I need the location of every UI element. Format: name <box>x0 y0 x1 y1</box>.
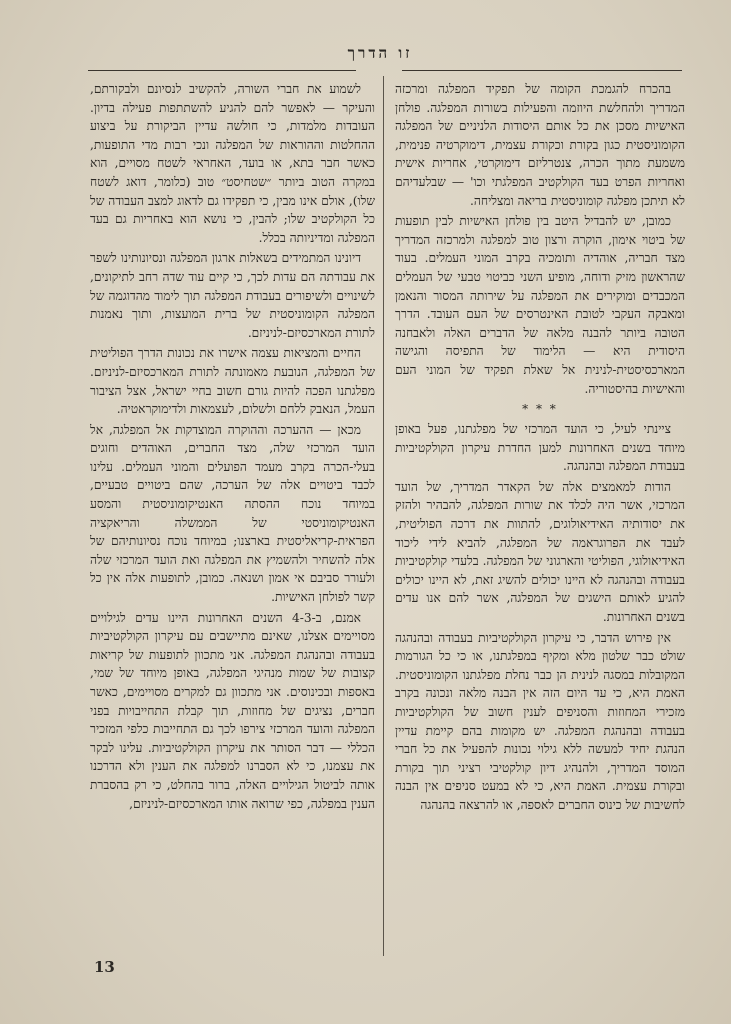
paragraph: מכאן — ההערכה וההוקרה המוצדקות אל המפלגה, אל הועד המרכזי שלה, מצד החברים, האוהדים וחוגים בעלי-הכרה בקרב מעמד הפועלים והמוני העמלים. עלינו לכבד ביטויים אלה של הערכה, שהם ביטויים טבעיים, במיוחד נוכח ההסתה האנטיקומוניסטית והמסע האנטיקומוניסטי של הממשלה והריאקציה הפראית-קריאליסטית בארצנו; במיוחד נוכח נסיונותיהם של אלה להשחיר ולהשמיץ את המפלגה ואת הועד המרכזי שלה ולעורר סביבם אי אמון ושנאה. כמובן, לתופעות אלה אין כל קשר לפולחן האישיות. <box>90 422 375 605</box>
paragraph: אין פירוש הדבר, כי עיקרון הקולקטיביות בעבודה ובהנהגה שולט כבר שלטון מלא ומקיף במפלגתנו, או כי כל הגורמות המקובלות במסגה לנינית הן כבר נחלת מפלגתנו הקומוניסטית. האמת היא, כי עד היום הזה אין הבנה מלאה ונכונה בקרב מזכירי המחוזות והסניפים לענין חשוב של הקולקטיביות בעבודה ובהנהגת המפלגה. יש מקומות בהם קיימת עדיין הנהגת יחיד למעשה ללא גילוי נכונות להפעיל את כל חברי המוסד המדריך, ולהנהיג דיון קולקטיבי רציני תוך בקורת ובקורת עצמית. האמת היא, כי לא במעט סניפים אין הבנה לחשיבות של כינוס החברים לאספה, או להרצאה בהנהגה <box>395 630 685 812</box>
paragraph: כמובן, יש להבדיל היטב בין פולחן האישיות לבין תופעות של ביטוי אימון, הוקרה ורצון טוב למפלגה ולמרכזה המדריך מצד חבריה, אוהדיה ותומכיה בקרב המוני העמלים. בעוד שהראשון מזיק ודוחה, מופיע השני כביטוי טבעי של העמלים המכבדים ומוקירים את המפלגה על שירותה המסור והנאמן ומאבקה העקבי לטובת האינטרסים של העם העובד. הדרך הטובה ביותר להבנה מלאה של הדברים האלה ולאבחנה היסודית היא — הלימוד של התפיסה והגישה המארכסיסטית-לנינית אל שאלת תפקיד של המוני העם והאישיות בהיסטוריה. <box>395 214 685 396</box>
right-column <box>395 80 685 960</box>
running-title: זו הדרך <box>347 44 413 62</box>
paragraph: ציינתי לעיל, כי הועד המרכזי של מפלגתנו, פעל באופן מיוחד בשנים האחרונות למען החדרת עיקרון הקולקטיביות בעבודת המפלגה ובהנהגה. <box>395 422 685 474</box>
page-number: 13 <box>94 958 115 976</box>
section-separator: * * * <box>522 402 558 417</box>
header-rule-right <box>402 70 682 71</box>
left-column <box>90 80 375 960</box>
paragraph: החיים והמציאות עצמה אישרו את נכונות הדרך הפוליטית של המפלגה, הנובעת מאמונתה לתורת המארכסיזם-לניניזם. מפלגתנו הפכה להיות גורם חשוב בחיי ישראל, אצל הציבור העמל, הנאבק ללחם ולשלום, לעצמאות ולדימוקראטיה. <box>90 346 375 417</box>
header-rule-left <box>88 70 356 71</box>
paragraph: הודות למאמצים אלה של הקאדר המדריך, של הועד המרכזי, אשר היה לכלד את שורות המפלגה, להבהיר ולהזק את יסודותיה האידיאולוגים, להתוות את דרכה הפוליטית, לעבד את הפרוגראמה של המפלגה, להביא לידי ליכוד האידיאולוגי, הפוליטי והארגוני של המפלגה. בלעדי קולקטיביות בעבודה ובהנהגה לא היינו יכולים להשיג זאת, לא היינו יכולים להגיע לאותם הישגים של המפלגה, אשר להם אנו עדים בשנים האחרונות. <box>395 479 685 625</box>
paragraph: אמנם, ב-4-3 השנים האחרונות היינו עדים לגילויים מסויימים אצלנו, שאינם מתיישבים עם עיקרון הקולקטיביות בעבודה ובהנהגת המפלגה. אני מתכוון לתופעות של קריאות קצובות של שמות מנהיגי המפלגה, באופן מיוחד של שמי, באספות ובכינוסים. אני מתכוון גם למקרים מסויימים, כאשר חברים, נציגים של מחוזות, תוך קבלת התחייבויות בפני המפלגה והועד המרכזי צירפו לכך גם התחייבות כלפי המזכיר הכללי — דבר הסותר את עיקרון הקולקטיביות. עלינו לבקר את עצמנו, כי לא הסברנו למפלגה את הענין ולא הדרכנו אותה לביטול הגילויים האלה, ברור בהחלט, כי רק בהסברת הענין במפלגה, כפי שרואה אותו המארכסיזם-לניניזם, <box>90 610 375 811</box>
paragraph: לשמוע את חברי השורה, להקשיב לנסיונם ולבקורתם, והעיקר — לאפשר להם להגיע להשתתפות פעילה בדיון. העובדות מלמדות, כי חולשה עדיין הביקורת על ביצוע ההחלטות וההוראות של המפלגה ונכי רבות מדי התופעות, כאשר חבר בתא, או בועד, האחראי לשטח מסויים, הוא במקרה הטוב ביותר ״שטחיסט״ טוב (כלומר, דואג לשטח שלו), אולם אינו מבין, כי תפקידו גם לדאוג למצב העבודה של כל הקולקטיב שלו; להבין, כי נושא הוא באחריות גם בעד המפלגה ומדיניותה בכלל. <box>90 82 375 245</box>
paragraph: דיונינו המתמידים בשאלות ארגון המפלגה ונסיונותינו לשפר את עבודתה הם עדות לכך, כי קיים עוד שדה רחב לתיקונים, לשינויים ולשיפורים בעבודת המפלגה תוך לימוד מהדוגמה של המפלגה הקומוניסטית של ברית המועצות, ותוך נאמנות לתורת המארכסיזם-לניניזם. <box>90 251 375 340</box>
paragraph: בהכרח להגמכת הקומה של תפקיד המפלגה ומרכזה המדריך ולהחלשת היוזמה והפעילות בשורות המפלגה. פולחן האישיות מסכן את כל אותם היסודות הלניניים של המפלגה הקומוניסטית כגון בקורת וכקורת עצמית, דימוקרטיה פנימית, משמעת מתוך הכרה, צנטרליזם דימוקרטי, אחריות אישית ואחריות הפרט בעד הקולקטיב המפלגתי וכו' — שבלעדיהם לא תיתכן מפלגה קומוניסטית בריאה ומצליחה. <box>395 82 685 208</box>
column-divider <box>383 76 384 956</box>
